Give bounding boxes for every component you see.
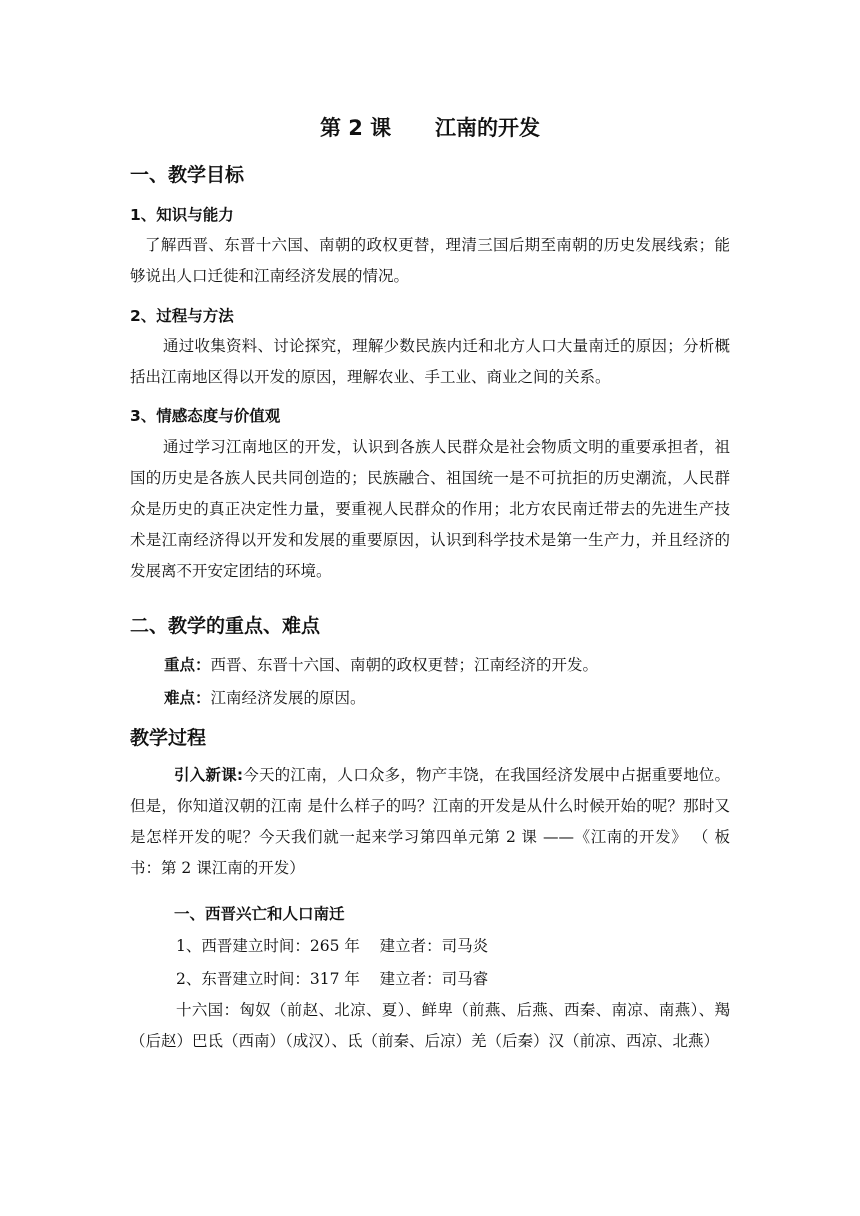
difficulty-line — [164, 686, 366, 708]
difficulty-label: 难点： — [164, 689, 211, 707]
subheading-process: 2、过程与方法 — [130, 307, 234, 325]
subheading-knowledge: 1、知识与能力 — [130, 206, 234, 224]
difficulty-text: 江南经济发展的原因。 — [210, 689, 366, 707]
paragraph-sixteen-states: 十六国：匈奴（前赵、北凉、夏）、鲜卑（前燕、后燕、西秦、南凉、南燕）、羯（后赵）巴氐（西南）（成汉）、氐（前秦、后凉）羌（后秦）汉（前凉、西凉、北燕） — [130, 1001, 730, 1050]
intro-label: 引入新课: — [174, 766, 244, 784]
key-point-text: 西晋、东晋十六国、南朝的政权更替；江南经济的开发。 — [210, 656, 599, 674]
paragraph-intro — [130, 760, 730, 884]
paragraph-process: 通过收集资料、讨论探究，理解少数民族内迁和北方人口大量南迁的原因；分析概括出江南地区得以开发的原因，理解农业、手工业、商业之间的关系。 — [130, 337, 730, 386]
section-heading-process: 教学过程 — [130, 727, 207, 749]
section-heading-objectives: 一、教学目标 — [130, 164, 245, 186]
paragraph-values: 通过学习江南地区的开发，认识到各族人民群众是社会物质文明的重要承担者，祖国的历史是各族人民共同创造的；民族融合、祖国统一是不可抗拒的历史潮流，人民群众是历史的真正决定性力量，要重视人民群众的作用；北方农民南迁带去的先进生产技术是江南经济得以开发和发展的重要原因，认识到科学技术是第一生产力，并且经济的发展离不开安定团结的环境。 — [130, 438, 730, 580]
intro-text: 今天的江南，人口众多，物产丰饶，在我国经济发展中占据重要地位。但是，你知道汉朝的江南 是什么样子的吗？江南的开发是从什么时候开始的呢？那时又是怎样开发的呢？今天我们就一起来学习第四单元第 2 课 ——《江南的开发》 （ 板书：第 2 课江南的开发） — [130, 766, 730, 877]
paragraph-knowledge: 了解西晋、东晋十六国、南朝的政权更替，理清三国后期至南朝的历史发展线索；能够说出人口迁徙和江南经济发展的情况。 — [130, 236, 730, 285]
key-point-label: 重点： — [164, 656, 211, 674]
page-title: 第 2 课 江南的开发 — [319, 116, 541, 140]
subheading-values: 3、情感态度与价值观 — [130, 407, 281, 425]
section-heading-keypoints: 二、教学的重点、难点 — [130, 615, 321, 637]
item-eastern-jin: 2、东晋建立时间：317 年 建立者：司马睿 — [176, 970, 489, 988]
item-western-jin: 1、西晋建立时间：265 年 建立者：司马炎 — [176, 937, 489, 955]
subheading-western-jin: 一、西晋兴亡和人口南迁 — [174, 905, 345, 923]
key-point-line — [164, 653, 598, 675]
